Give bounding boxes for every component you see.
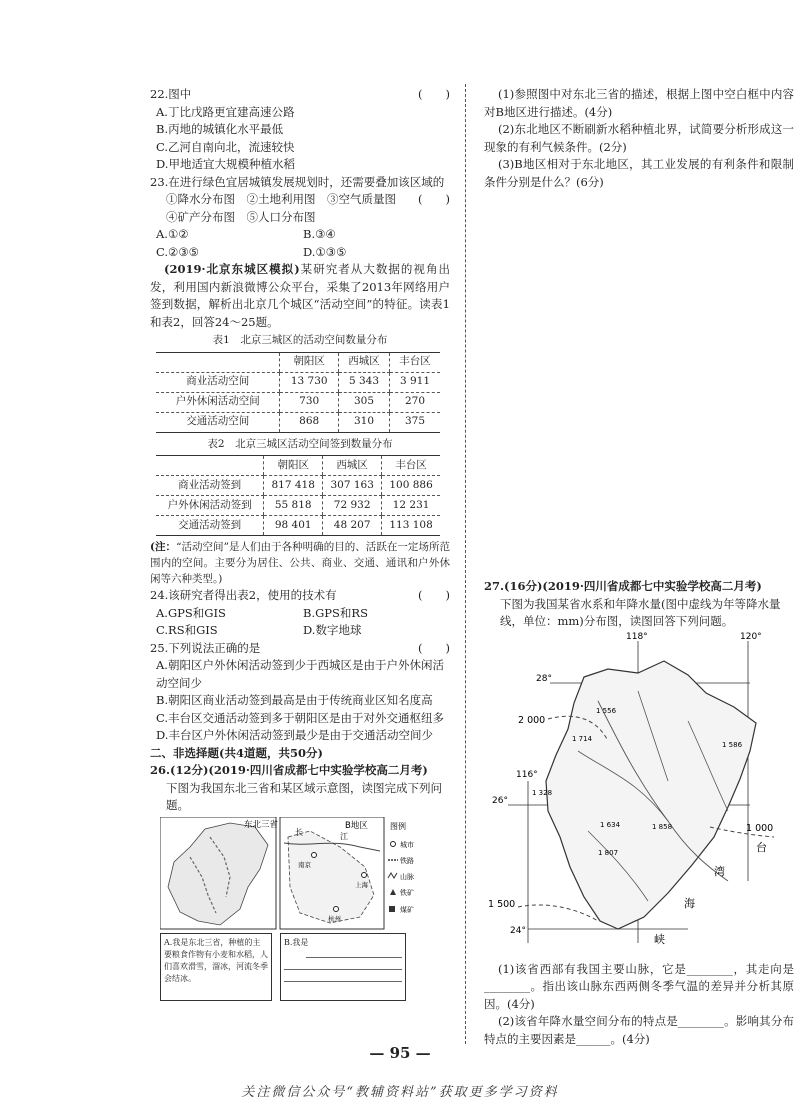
wan-label: 湾 bbox=[714, 864, 725, 878]
nanjing-label: 南京 bbox=[298, 860, 311, 869]
station-1634: 1 634 bbox=[600, 820, 621, 829]
table-row: 户外休闲活动签到 55 818 72 932 12 231 bbox=[156, 496, 440, 516]
station-1714: 1 714 bbox=[572, 734, 593, 743]
left-column bbox=[150, 86, 450, 1029]
q27-map bbox=[488, 631, 788, 961]
q23-option-b: B.③④ bbox=[303, 227, 336, 241]
q23-option-a: A.①② bbox=[156, 227, 189, 241]
table-row: 商业活动空间 13 730 5 343 3 911 bbox=[156, 372, 440, 392]
city-hangzhou bbox=[334, 906, 339, 911]
q22-option-b: B.丙地的城镇化水平最低 bbox=[156, 122, 284, 136]
q25-option-c: C.丰台区交通活动签到多于朝阳区是由于对外交通枢纽多 bbox=[156, 710, 445, 725]
lon118-label: 118° bbox=[626, 631, 648, 642]
q26-head: 26.(12分)(2019·四川省成都七中实验学校高二月考) bbox=[150, 763, 428, 777]
table1-caption: 表1 北京三城区的活动空间数量分布 bbox=[212, 334, 388, 346]
q25-option-a: A.朝阳区户外休闲活动签到少于西城区是由于户外休闲活动空间少 bbox=[156, 658, 444, 690]
q26-sub2: (2)东北地区不断刷新水稻种植北界，试简要分析形成这一现象的有利气候条件。(2分) bbox=[484, 122, 794, 154]
footer-note: 关注微信公众号“教辅资料站”获取更多学习资料 bbox=[241, 1085, 559, 1100]
q23-maps: ①降水分布图 ②土地利用图 ③空气质量图 ④矿产分布图 ⑤人口分布图 bbox=[166, 192, 408, 224]
q22-option-d: D.甲地适宜大规模种植水稻 bbox=[156, 157, 295, 171]
q23-options bbox=[150, 226, 450, 261]
q24-option-b: B.GPS和RS bbox=[303, 605, 368, 620]
ne-label: 东北三省 bbox=[244, 819, 279, 830]
q27-sub1: (1)该省西部有我国主要山脉，它是________，其走向是________。指出该山脉东西两侧冬季气温的差异并分析其原因。(4分) bbox=[484, 961, 794, 1011]
station-1556: 1 556 bbox=[596, 706, 617, 715]
section-heading: 二、非选择题(共4道题，共50分) bbox=[150, 745, 323, 760]
q24-options bbox=[150, 605, 450, 640]
xia-label: 峡 bbox=[654, 932, 665, 946]
table-row: 户外休闲活动空间 730 305 270 bbox=[156, 392, 440, 412]
iso1500-label: 1 500 bbox=[488, 898, 516, 910]
box-b-label: B.我是 bbox=[284, 937, 309, 947]
lat26-label: 26° bbox=[492, 795, 508, 806]
table-row: 交通活动签到 98 401 48 207 113 108 bbox=[156, 516, 440, 536]
tai-label: 台 bbox=[756, 840, 767, 854]
table-note: (注：“活动空间”是人们由于各种明确的目的、活跃在一定场所范围内的空间。主要分为居住、公共、商业、交通、通讯和户外休闲等六种类型。) bbox=[150, 541, 450, 585]
intro-paragraph: (2019·北京东城区模拟)某研究者从大数据的视角出发，利用国内新浪微博公众平台，采集了2013年网络用户签到数据，解析出北京几个城区“活动空间”的特征。读表1和表2，回答24～25题。 bbox=[150, 262, 450, 329]
station-1858: 1 858 bbox=[652, 822, 673, 831]
legend-coal-icon bbox=[389, 906, 395, 912]
jiang-label: 江 bbox=[340, 831, 348, 841]
station-1807: 1 807 bbox=[598, 848, 619, 857]
legend-city-icon bbox=[391, 841, 396, 846]
table-row: 交通活动空间 868 310 375 bbox=[156, 412, 440, 432]
q27-text: 下图为我国某省水系和年降水量(图中虚线为年等降水量线，单位：mm)分布图，读图回答下列问题。 bbox=[500, 596, 781, 628]
legend-iron-icon bbox=[390, 889, 396, 895]
q27-sub2: (2)该省年降水量空间分布的特点是________。影响其分布特点的主要因素是______。(4分) bbox=[484, 1014, 794, 1046]
q23-option-c: C.②③⑤ bbox=[156, 244, 199, 259]
q22-option-c: C.乙河自南向北，流速较快 bbox=[156, 139, 295, 154]
q26-sub1: (1)参照图中对东北三省的描述，根据上图中空白框中内容对B地区进行描述。(4分) bbox=[484, 87, 794, 119]
lon120-label: 120° bbox=[740, 631, 762, 642]
q27-block bbox=[484, 578, 794, 1048]
lon116-label: 116° bbox=[516, 769, 538, 780]
page-number: — 95 — bbox=[369, 1044, 431, 1062]
q25-stem: 25.下列说法正确的是 ( ) bbox=[150, 640, 450, 655]
q24-option-a: A.GPS和GIS bbox=[156, 605, 226, 620]
legend-title: 图例 bbox=[390, 821, 406, 831]
province-outline bbox=[546, 661, 756, 929]
hai-label: 海 bbox=[684, 896, 695, 910]
legend-mountain: 山脉 bbox=[400, 872, 414, 881]
box-a: A.我是东北三省，种植的主要粮食作物有小麦和水稻，人们喜欢滑雪，溜冰，河流冬季会结冰。 bbox=[160, 933, 272, 1001]
table1: 朝阳区 西城区 丰台区 商业活动空间 13 730 5 343 3 911 户外休闲活动空间 730 305 270 交通活动空间 868 310 375 bbox=[156, 352, 440, 433]
table2: 朝阳区 西城区 丰台区 商业活动签到 817 418 307 163 100 886 户外休闲活动签到 55 818 72 932 12 231 交通活动签到 98 401 48 207 113 108 bbox=[156, 455, 440, 536]
q26-text: 下图为我国东北三省和某区域示意图，读图完成下列问题。 bbox=[166, 780, 442, 812]
isohyet-1500 bbox=[518, 904, 598, 920]
q25-option-d: D.丰台区户外休闲活动签到最少是由于交通活动空间少 bbox=[156, 728, 433, 742]
q25-option-b: B.朝阳区商业活动签到最高是由于传统商业区知名度高 bbox=[156, 693, 433, 707]
legend-mountain-icon bbox=[388, 873, 397, 878]
lat28-label: 28° bbox=[536, 673, 552, 684]
b-label: B地区 bbox=[345, 820, 368, 831]
city-nanjing bbox=[312, 852, 317, 857]
q23-stem: 23.在进行绿色宜居城镇发展规划时，还需要叠加该区域的 ( ) bbox=[150, 174, 450, 206]
q27-head: 27.(16分)(2019·四川省成都七中实验学校高二月考) bbox=[484, 579, 762, 593]
q24-option-c: C.RS和GIS bbox=[156, 623, 218, 637]
chang-label: 长 bbox=[295, 827, 303, 837]
legend-rail: 铁路 bbox=[400, 856, 414, 865]
q26-figure bbox=[160, 817, 446, 1029]
column-divider bbox=[465, 84, 466, 1044]
legend-coal: 煤矿 bbox=[400, 905, 414, 914]
q22-option-a: A.丁比戊路更宜建高速公路 bbox=[156, 104, 295, 119]
q24-stem: 24.该研究者得出表2，使用的技术有 ( ) bbox=[150, 588, 450, 602]
legend-iron: 铁矿 bbox=[400, 888, 414, 897]
q23-option-d: D.①③⑤ bbox=[303, 244, 347, 259]
box-b bbox=[280, 933, 406, 1001]
shanghai-label: 上海 bbox=[355, 880, 368, 889]
station-1586: 1 586 bbox=[722, 740, 743, 749]
table2-caption: 表2 北京三城区活动空间签到数量分布 bbox=[207, 437, 393, 450]
q26-sub3: (3)B地区相对于东北地区，其工业发展的有利条件和限制条件分别是什么？(6分) bbox=[484, 157, 794, 189]
station-1328: 1 328 bbox=[532, 788, 553, 797]
hangzhou-label: 杭州 bbox=[328, 914, 341, 923]
iso2000-label: 2 000 bbox=[518, 714, 546, 726]
lat24-label: 24° bbox=[510, 925, 526, 936]
q22-stem: 22.图中 ( ) bbox=[150, 87, 450, 101]
legend-city: 城市 bbox=[400, 840, 414, 849]
table-row: 商业活动签到 817 418 307 163 100 886 bbox=[156, 476, 440, 496]
iso1000-label: 1 000 bbox=[746, 822, 774, 834]
city-shanghai bbox=[362, 872, 367, 877]
right-column bbox=[484, 86, 794, 1046]
q24-option-d: D.数字地球 bbox=[303, 623, 362, 637]
